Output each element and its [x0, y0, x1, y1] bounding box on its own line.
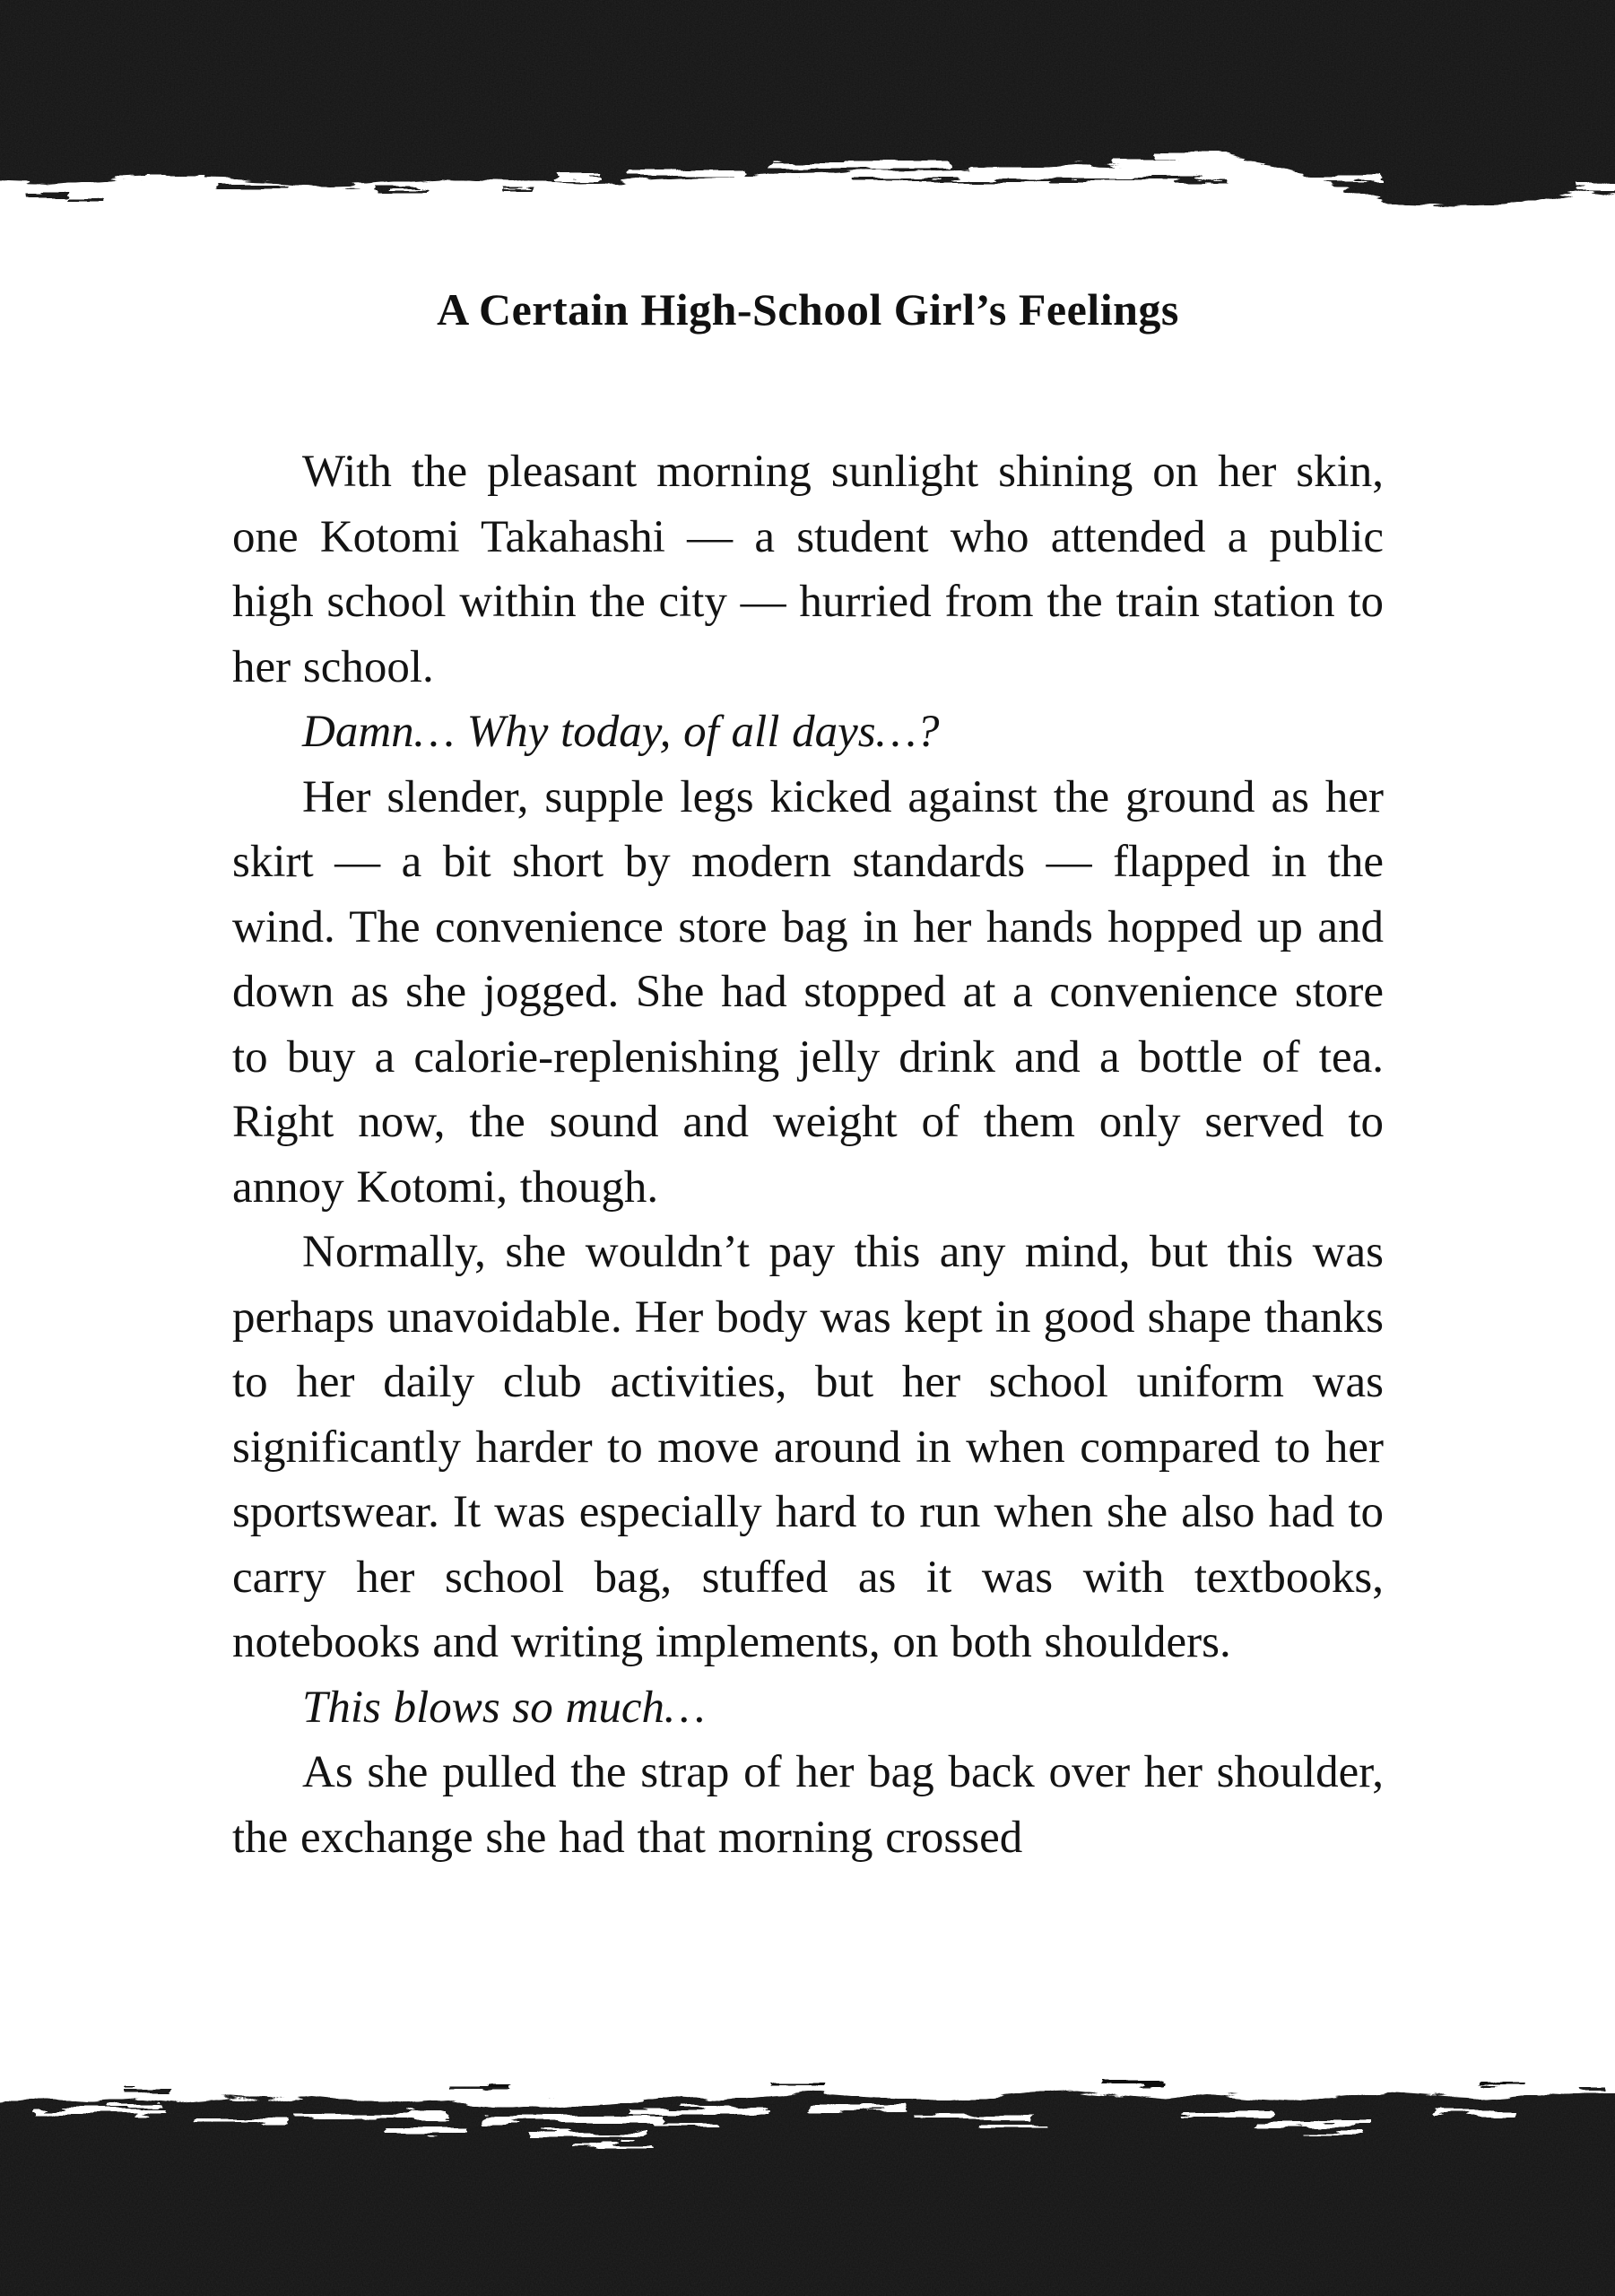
thought-line: This blows so much…	[302, 1682, 706, 1733]
bottom-ink-border	[0, 2076, 1615, 2296]
top-ink-grain	[0, 0, 1615, 208]
paragraph: Normally, she wouldn’t pay this any mind, but this was perhaps unavoidable. Her body was kept in good shape thanks to her daily club activities, but her school uniform was significantly harder to move around in when compared to her sportswear. It was especially hard to run when she also had to carry her school bag, stuffed as it was with textbooks, notebooks and writing implements, on both shoulders.	[232, 1227, 1384, 1667]
top-ink-shape	[0, 0, 1615, 206]
page-content	[232, 283, 1384, 1870]
bottom-ink-grain	[0, 2087, 1615, 2296]
chapter-title: A Certain High-School Girl’s Feelings	[437, 284, 1179, 335]
top-ink-border	[0, 0, 1615, 224]
bottom-ink-shape	[0, 2082, 1615, 2296]
paragraph: With the pleasant morning sunlight shining on her skin, one Kotomi Takahashi — a student who attended a public high school within the city — hurried from the train station to her school.	[232, 447, 1384, 692]
paragraph: As she pulled the strap of her bag back over her shoulder, the exchange she had that morning crossed	[232, 1747, 1384, 1863]
paragraph: Her slender, supple legs kicked against the ground as her skirt — a bit short by modern standards — flapped in the wind. The convenience store bag in her hands hopped up and down as she jogged. She had stopped at a convenience store to buy a calorie-replenishing jelly drink and a bottle of tea. Right now, the sound and weight of them only served to annoy Kotomi, though.	[232, 771, 1384, 1213]
body-text	[232, 439, 1384, 1870]
thought-line: Damn… Why today, of all days…?	[302, 707, 940, 757]
